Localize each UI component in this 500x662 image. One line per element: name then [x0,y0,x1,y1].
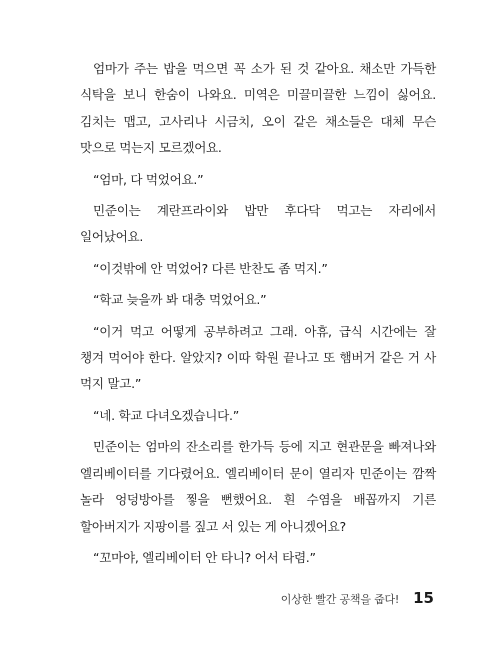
page-footer [281,589,434,607]
paragraph: “엄마, 다 먹었어요.” [93,171,204,187]
paragraph: 민준이는 계란프라이와 밥만 후다닥 먹고는 자리에서 일어났어요. [80,203,436,245]
running-title: 이상한 빨간 공책을 줍다! [280,593,400,606]
paragraph: “이것밖에 안 먹었어? 다른 반찬도 좀 먹지.” [93,260,328,276]
page-number: 15 [413,589,434,607]
paragraph: “꼬마야, 엘리베이터 안 타니? 어서 타렴.” [93,549,316,565]
paragraph: “네. 학교 다녀오겠습니다.” [93,407,239,423]
paragraph: 엄마가 주는 밥을 먹으면 꼭 소가 된 것 같아요. 채소만 가득한 식탁을 보니 한숨이 나와요. 미역은 미끌미끌한 느낌이 싫어요. 김치는 맵고, 고사리나 시금치, 오이 같은 채소들은 대체 무슨 맛으로 먹는지 모르겠어요. [80,61,436,156]
paragraph: “이거 먹고 어떻게 공부하려고 그래. 아휴, 급식 시간에는 잘 챙겨 먹어야 한다. 알았지? 이따 학원 끝나고 또 햄버거 같은 거 사 먹지 말고.” [80,323,436,392]
page-body [80,56,436,576]
paragraph: 민준이는 엄마의 잔소리를 한가득 등에 지고 현관문을 빠져나와 엘리베이터를 기다렸어요. 엘리베이터 문이 열리자 민준이는 깜짝 놀라 엉덩방아를 찧을 뻔했어요. 흰 수염을 배꼽까지 기른 할아버지가 지팡이를 짚고 서 있는 게 아니겠어요? [80,439,436,534]
paragraph: “학교 늦을까 봐 대충 먹었어요.” [93,292,267,308]
